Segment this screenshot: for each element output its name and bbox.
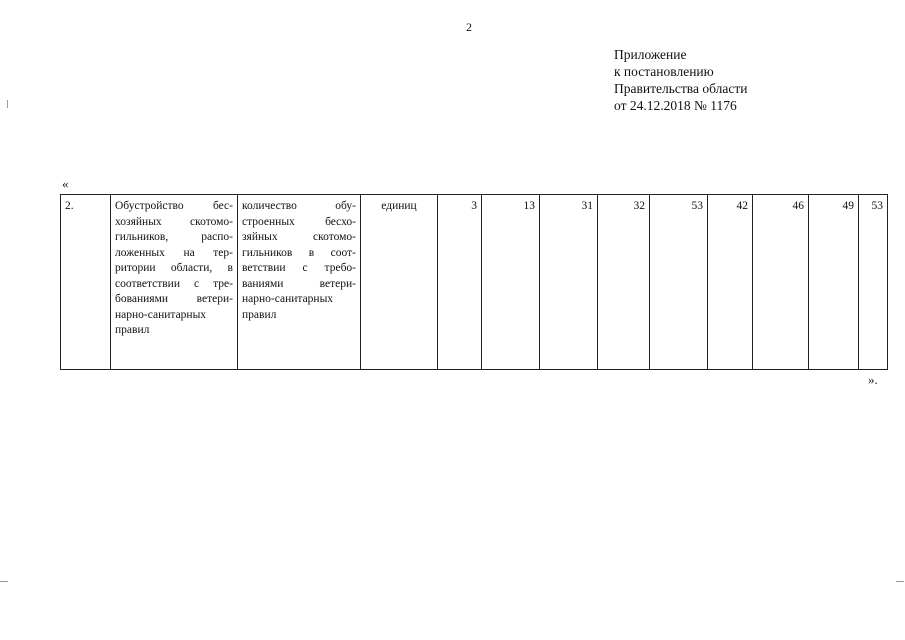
- description-line: правил: [115, 324, 150, 336]
- scan-edge-mark: [7, 100, 8, 108]
- appendix-header: [614, 46, 747, 114]
- scan-edge-mark: [896, 581, 904, 582]
- description-line: ритории области, в: [115, 262, 233, 274]
- table-row: [61, 195, 888, 370]
- indicator-line: ваниями ветери-: [242, 277, 356, 290]
- value-cell: 53: [859, 195, 888, 370]
- description-line: бованиями ветери-: [115, 293, 233, 305]
- indicator-line: ветствии с требо-: [242, 262, 356, 274]
- value-cell: 3: [438, 195, 482, 370]
- appendix-line: от 24.12.2018 № 1176: [614, 98, 737, 113]
- row-unit: единиц: [361, 195, 438, 370]
- indicator-line: строенных бесхо-: [242, 215, 356, 228]
- page-number: 2: [466, 20, 472, 34]
- value-cell: 13: [482, 195, 540, 370]
- open-quote: «: [62, 176, 69, 191]
- value-cell: 49: [809, 195, 859, 370]
- value-cell: 53: [650, 195, 708, 370]
- value-cell: 31: [540, 195, 598, 370]
- description-line: хозяйных скотомо-: [115, 215, 233, 228]
- row-number: 2.: [61, 195, 111, 370]
- appendix-line: к постановлению: [614, 64, 714, 79]
- description-line: ложенных на тер-: [115, 246, 233, 259]
- indicator-line: количество обу-: [242, 200, 356, 212]
- scan-edge-mark: [0, 581, 8, 582]
- row-indicator: [238, 195, 361, 370]
- description-line: нарно-санитарных: [115, 308, 207, 321]
- indicator-line: нарно-санитарных: [242, 293, 334, 305]
- row-description: [111, 195, 238, 370]
- indicator-table: [60, 194, 888, 370]
- indicator-line: зяйных скотомо-: [242, 231, 356, 243]
- description-line: Обустройство бес-: [115, 200, 233, 212]
- value-cell: 32: [598, 195, 650, 370]
- indicator-line: гильников в соот-: [242, 246, 356, 259]
- value-cell: 46: [753, 195, 809, 370]
- appendix-line: Приложение: [614, 47, 687, 62]
- appendix-line: Правительства области: [614, 81, 748, 96]
- value-cell: 42: [708, 195, 753, 370]
- description-line: гильников, распо-: [115, 231, 233, 243]
- indicator-line: правил: [242, 308, 277, 321]
- close-quote: ».: [868, 372, 878, 387]
- description-line: соответствии с тре-: [115, 277, 233, 290]
